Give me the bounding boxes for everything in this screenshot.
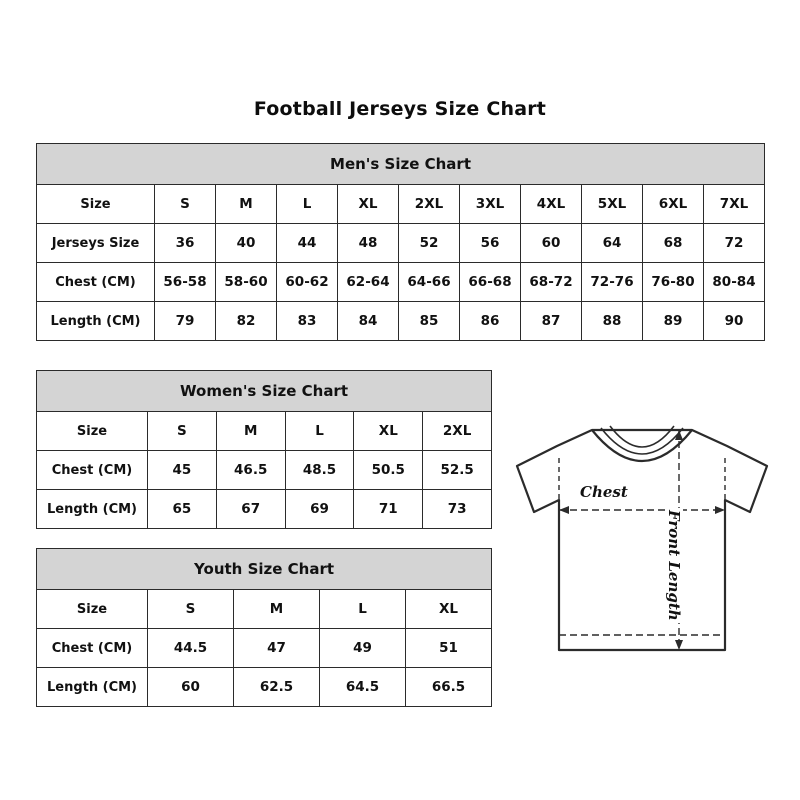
table-cell: 65 [148, 490, 217, 529]
table-cell: XL [354, 412, 423, 451]
table-row [37, 490, 492, 529]
chest-measure-label: Chest [580, 483, 628, 501]
table-cell: 46.5 [216, 451, 285, 490]
womens-size-chart-container [36, 370, 491, 529]
table-cell: 36 [155, 224, 216, 263]
table-cell: 60 [521, 224, 582, 263]
table-cell: 40 [216, 224, 277, 263]
table-cell: 62.5 [234, 668, 320, 707]
front-length-measure-label: Front Length [665, 510, 683, 621]
table-cell: 58-60 [216, 263, 277, 302]
youth-size-table [36, 548, 492, 707]
table-cell: 50.5 [354, 451, 423, 490]
table-caption-row [37, 144, 765, 185]
row-label: Chest (CM) [37, 451, 148, 490]
table-cell: S [155, 185, 216, 224]
table-cell: 48.5 [285, 451, 354, 490]
table-cell: 64 [582, 224, 643, 263]
table-cell: 82 [216, 302, 277, 341]
table-cell: S [148, 590, 234, 629]
row-label: Length (CM) [37, 490, 148, 529]
table-cell: 5XL [582, 185, 643, 224]
table-cell: 48 [338, 224, 399, 263]
table-cell: 56 [460, 224, 521, 263]
table-caption-row [37, 549, 492, 590]
row-label: Size [37, 412, 148, 451]
table-cell: M [234, 590, 320, 629]
table-cell: 66-68 [460, 263, 521, 302]
table-cell: 64.5 [320, 668, 406, 707]
table-row [37, 185, 765, 224]
womens-size-table [36, 370, 492, 529]
table-cell: 72-76 [582, 263, 643, 302]
row-label: Jerseys Size [37, 224, 155, 263]
table-cell: XL [338, 185, 399, 224]
table-cell: 47 [234, 629, 320, 668]
table-cell: 64-66 [399, 263, 460, 302]
youth-table-caption: Youth Size Chart [37, 549, 492, 590]
table-row [37, 224, 765, 263]
table-row [37, 263, 765, 302]
table-cell: 7XL [704, 185, 765, 224]
tshirt-icon [497, 400, 787, 690]
table-cell: 90 [704, 302, 765, 341]
table-cell: 87 [521, 302, 582, 341]
mens-size-table [36, 143, 765, 341]
table-cell: 68-72 [521, 263, 582, 302]
table-row [37, 412, 492, 451]
table-cell: 84 [338, 302, 399, 341]
table-cell: L [320, 590, 406, 629]
jersey-measurement-diagram [497, 400, 787, 690]
table-cell: 51 [406, 629, 492, 668]
row-label: Length (CM) [37, 302, 155, 341]
table-cell: 49 [320, 629, 406, 668]
table-cell: 6XL [643, 185, 704, 224]
table-row [37, 451, 492, 490]
table-cell: 52.5 [423, 451, 492, 490]
table-cell: 44.5 [148, 629, 234, 668]
table-cell: 2XL [399, 185, 460, 224]
table-cell: 45 [148, 451, 217, 490]
table-cell: 60 [148, 668, 234, 707]
table-cell: 73 [423, 490, 492, 529]
table-cell: 76-80 [643, 263, 704, 302]
row-label: Size [37, 590, 148, 629]
table-cell: 88 [582, 302, 643, 341]
table-cell: 3XL [460, 185, 521, 224]
table-cell: 79 [155, 302, 216, 341]
page-title: Football Jerseys Size Chart [253, 98, 547, 120]
table-cell: 89 [643, 302, 704, 341]
table-caption-row [37, 371, 492, 412]
table-cell: 72 [704, 224, 765, 263]
mens-size-chart-container [36, 143, 764, 341]
table-row [37, 668, 492, 707]
womens-table-caption: Women's Size Chart [37, 371, 492, 412]
table-cell: M [216, 185, 277, 224]
table-cell: 44 [277, 224, 338, 263]
table-cell: 62-64 [338, 263, 399, 302]
table-cell: L [285, 412, 354, 451]
table-cell: 68 [643, 224, 704, 263]
table-cell: 67 [216, 490, 285, 529]
table-cell: 52 [399, 224, 460, 263]
table-row [37, 302, 765, 341]
table-cell: 85 [399, 302, 460, 341]
table-cell: XL [406, 590, 492, 629]
table-cell: 80-84 [704, 263, 765, 302]
row-label: Chest (CM) [37, 263, 155, 302]
table-row [37, 629, 492, 668]
table-row [37, 590, 492, 629]
youth-size-chart-container [36, 548, 491, 707]
row-label: Chest (CM) [37, 629, 148, 668]
table-cell: 86 [460, 302, 521, 341]
table-cell: 71 [354, 490, 423, 529]
table-cell: 60-62 [277, 263, 338, 302]
table-cell: M [216, 412, 285, 451]
table-cell: 56-58 [155, 263, 216, 302]
table-cell: 2XL [423, 412, 492, 451]
row-label: Size [37, 185, 155, 224]
table-cell: 4XL [521, 185, 582, 224]
table-cell: L [277, 185, 338, 224]
table-cell: 83 [277, 302, 338, 341]
mens-table-caption: Men's Size Chart [37, 144, 765, 185]
row-label: Length (CM) [37, 668, 148, 707]
table-cell: S [148, 412, 217, 451]
table-cell: 69 [285, 490, 354, 529]
table-cell: 66.5 [406, 668, 492, 707]
